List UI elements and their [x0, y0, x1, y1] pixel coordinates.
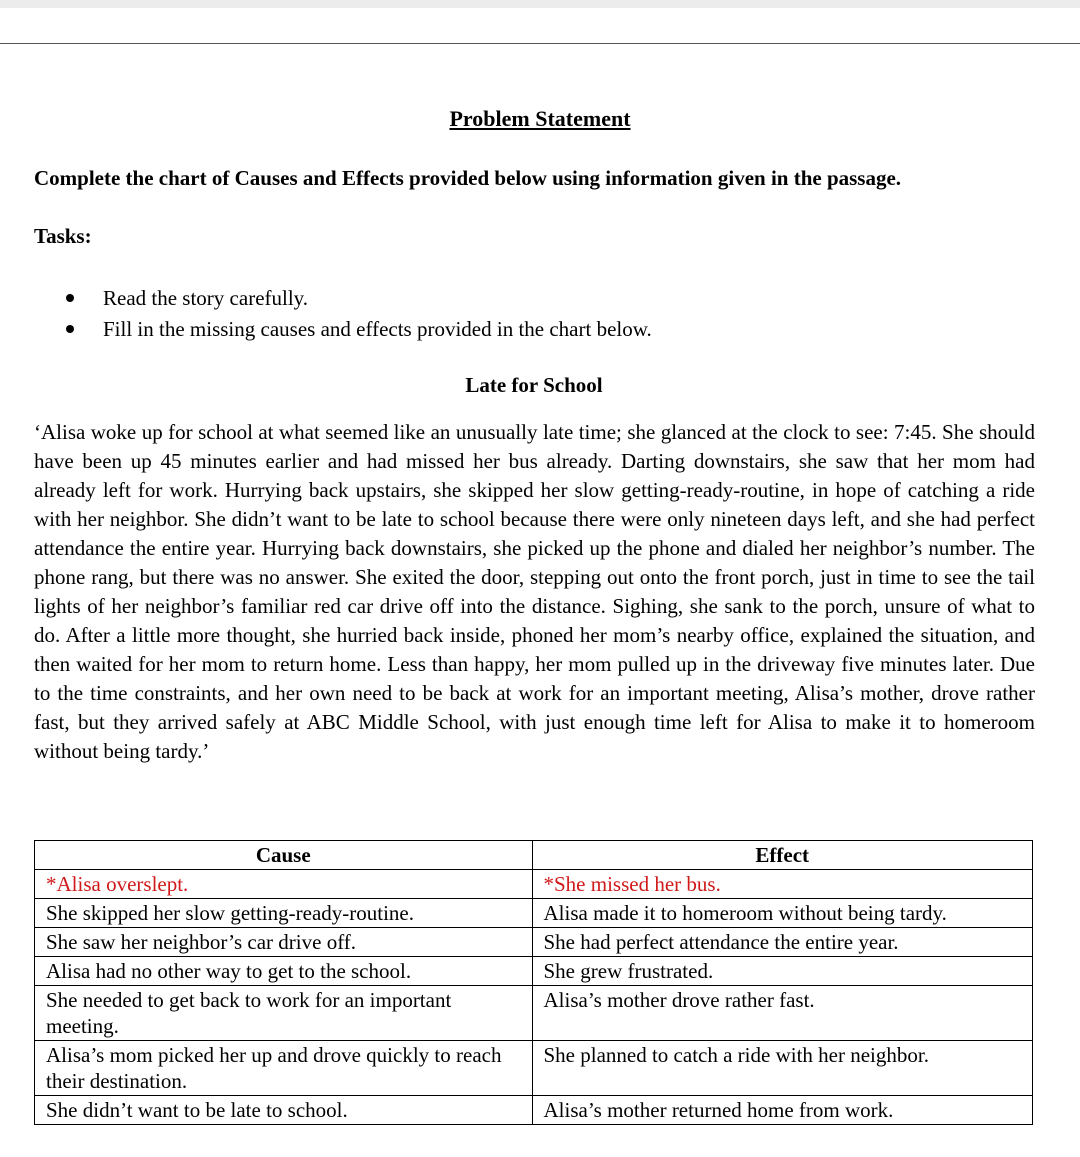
- task-text: Fill in the missing causes and effects provided in the chart below.: [103, 317, 652, 341]
- story-title: Late for School: [465, 373, 603, 397]
- effect-cell: Alisa’s mother returned home from work.: [532, 1096, 1033, 1125]
- cause-cell: She skipped her slow getting-ready-routine.: [35, 899, 533, 928]
- cause-cell: She needed to get back to work for an important meeting.: [35, 986, 533, 1041]
- table-row: [35, 928, 1033, 957]
- cause-effect-table: [34, 840, 1033, 1125]
- top-band: [0, 0, 1080, 8]
- cause-cell: She saw her neighbor’s car drive off.: [35, 928, 533, 957]
- cause-header: Cause: [35, 841, 533, 870]
- table-header-row: [35, 841, 1033, 870]
- table-row: [35, 1041, 1033, 1096]
- table-row: [35, 1096, 1033, 1125]
- task-text: Read the story carefully.: [103, 286, 309, 310]
- bullet-icon: [66, 325, 74, 333]
- effect-cell: She grew frustrated.: [532, 957, 1033, 986]
- cause-cell: *Alisa overslept.: [35, 870, 533, 899]
- cause-cell: Alisa had no other way to get to the school.: [35, 957, 533, 986]
- effect-cell: She had perfect attendance the entire year.: [532, 928, 1033, 957]
- tasks-label: Tasks:: [34, 224, 92, 248]
- task-item: [64, 314, 652, 345]
- cause-cell: She didn’t want to be late to school.: [35, 1096, 533, 1125]
- effect-cell: Alisa made it to homeroom without being tardy.: [532, 899, 1033, 928]
- task-item: [64, 283, 652, 314]
- effect-header: Effect: [532, 841, 1033, 870]
- effect-cell: She planned to catch a ride with her neighbor.: [532, 1041, 1033, 1096]
- table-row: [35, 870, 1033, 899]
- bullet-icon: [66, 294, 74, 302]
- story-passage: ‘Alisa woke up for school at what seemed like an unusually late time; she glanced at the clock to see: 7:45. She should have been up 45 minutes earlier and had missed her bus already. Darting downstairs, she saw that her mom had already left for work. Hurrying back upstairs, she skipped her slow getting-ready-routine, in hope of catching a ride with her neighbor. She didn’t want to be late to school because there were only nineteen days left, and she had perfect attendance the entire year. Hurrying back downstairs, she picked up the phone and dialed her neighbor’s number. The phone rang, but there was no answer. She exited the door, stepping out onto the front porch, just in time to see the tail lights of her neighbor’s familiar red car drive off into the distance. Sighing, she sank to the porch, unsure of what to do. After a little more thought, she hurried back inside, phoned her mom’s nearby office, explained the situation, and then waited for her mom to return home. Less than happy, her mom pulled up in the driveway five minutes later. Due to the time constraints, and her own need to be back at work for an important meeting, Alisa’s mother, drove rather fast, but they arrived safely at ABC Middle School, with just enough time left for Alisa to make it to homeroom without being tardy.’: [34, 420, 1035, 763]
- task-list: [64, 283, 652, 345]
- instruction-text: Complete the chart of Causes and Effects provided below using information given in the passage.: [34, 166, 902, 190]
- header-divider: [0, 43, 1080, 44]
- effect-cell: Alisa’s mother drove rather fast.: [532, 986, 1033, 1041]
- table-row: [35, 986, 1033, 1041]
- table-row: [35, 899, 1033, 928]
- effect-cell: *She missed her bus.: [532, 870, 1033, 899]
- cause-cell: Alisa’s mom picked her up and drove quickly to reach their destination.: [35, 1041, 533, 1096]
- table-row: [35, 957, 1033, 986]
- page-title: Problem Statement: [449, 106, 631, 131]
